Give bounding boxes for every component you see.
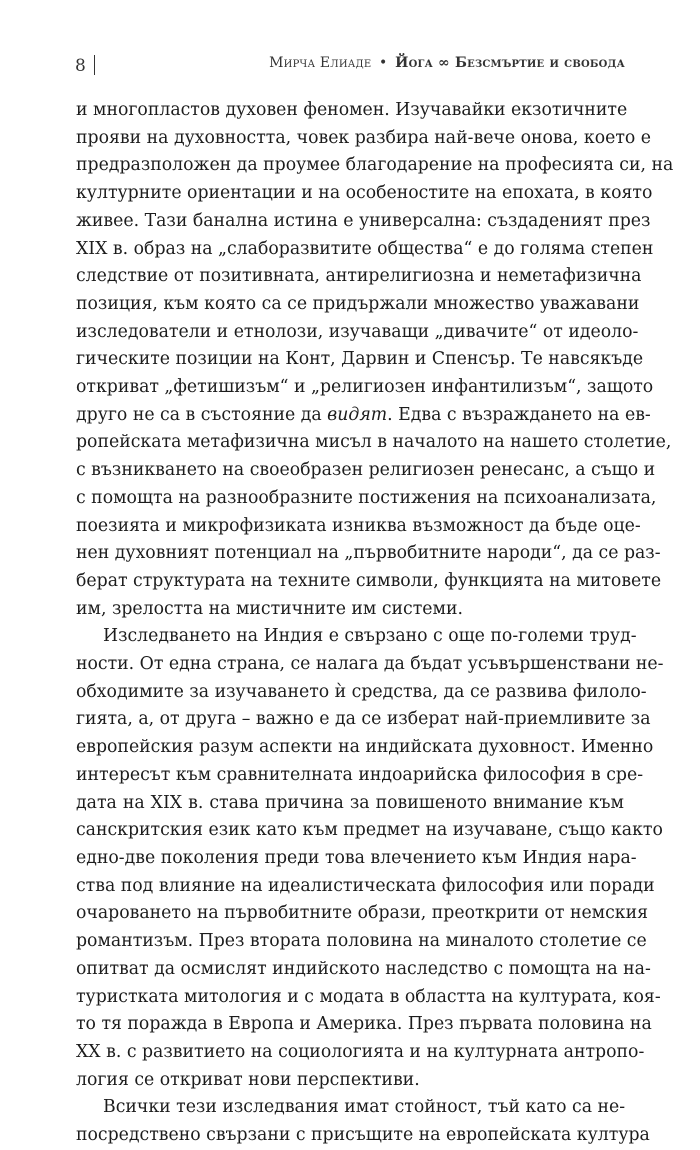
text-line: туристката митология и с модата в областта на културата, коя-	[76, 986, 661, 1007]
text-line: позиция, към която са се придържали множество уважавани	[76, 293, 640, 314]
text-line: гическите позиции на Конт, Дарвин и Спенсър. Те навсякъде	[76, 349, 644, 370]
running-header	[75, 55, 625, 83]
text-line: берат структурата на техните символи, функцията на митовете	[76, 570, 662, 591]
text-line: Изследването на Индия е свързано с още по-големи труд-	[103, 626, 637, 647]
text-line: поезията и микрофизиката изниква възможност да бъде оце-	[76, 515, 641, 536]
text-line: очароването на първобитните образи, преоткрити от немския	[76, 903, 649, 924]
header-bullet: •	[379, 55, 388, 71]
text-line: изследователи и етнолози, изучаващи „дивачите“ от идеоло-	[76, 321, 639, 342]
text-line: XIX в. образ на „слаборазвитите общества“ е до голяма степен	[76, 238, 654, 259]
text-line: с възникването на своеобразен религиозен ренесанс, а също и	[76, 460, 656, 481]
text-line: санскритския език като към предмет на изучаване, също както	[76, 820, 663, 841]
text-line: европейския разум аспекти на индийската духовност. Именно	[76, 737, 654, 758]
text-line: гията, а, от друга – важно е да се изберат най-приемливите за	[76, 709, 651, 730]
text-line: и многопластов духовен феномен. Изучавайки екзотичните	[76, 100, 628, 120]
text-line: културните ориентации и на особеностите на епохата, в която	[76, 183, 653, 204]
body-text	[76, 97, 674, 1150]
running-title	[269, 55, 625, 71]
header-book-title: Йога ∞ Безсмъртие и свобода	[395, 55, 625, 71]
header-divider	[94, 55, 95, 75]
text-line: ропейската метафизична мисъл в началото на нашето столетие,	[76, 432, 672, 453]
text-line: прояви на духовността, човек разбира най-вече онова, което е	[76, 127, 652, 148]
text-line: дата на XIX в. става причина за повишеното внимание към	[76, 792, 624, 813]
text-line: откриват „фетишизъм“ и „религиозен инфантилизъм“, защото	[76, 377, 654, 398]
paragraph	[76, 623, 664, 1094]
text-line: Всички тези изследвания имат стойност, тъй като са не-	[103, 1097, 626, 1118]
text-line: с помощта на разнообразните постижения на психоанализата,	[76, 487, 657, 508]
page-number-text: 8	[75, 56, 86, 76]
paragraph	[76, 1094, 650, 1149]
paragraph	[76, 97, 674, 623]
text-line: следствие от позитивната, антирелигиозна и неметафизична	[76, 266, 642, 287]
text-line: XX в. с развитието на социологията и на културната антропо-	[76, 1041, 645, 1062]
text-line: интересът към сравнителната индоарийска философия в сре-	[76, 764, 644, 785]
text-line: то тя поражда в Европа и Америка. През първата половина на	[76, 1014, 652, 1035]
text-line: посредствено свързани с присъщите на европейската култура	[76, 1125, 650, 1146]
text-line: друго не са в състояние да видят. Едва с възраждането на ев-	[76, 404, 651, 425]
text-line: обходимите за изучаването ѝ средства, да се развива филоло-	[76, 681, 647, 702]
text-line: логия се откриват нови перспективи.	[76, 1069, 420, 1090]
page-number	[75, 55, 95, 76]
text-line: опитват да осмислят индийското наследство с помощта на на-	[76, 958, 651, 979]
text-line: романтизъм. През втората половина на миналото столетие се	[76, 931, 647, 952]
text-line: нен духовният потенциал на „първобитните народи“, да се раз-	[76, 543, 661, 564]
text-line: ства под влияние на идеалистическата философия или поради	[76, 875, 655, 896]
text-line: предразположен да проумее благодарение на професията си, на	[76, 155, 674, 176]
header-author: Мирча Елиаде	[269, 55, 372, 71]
text-line: едно-две поколения преди това влечението към Индия нара-	[76, 847, 637, 868]
text-line: им, зрелостта на мистичните им системи.	[76, 598, 463, 619]
text-line: живее. Тази банална истина е универсална: създаденият през	[76, 210, 651, 231]
text-line: ности. От една страна, се налага да бъдат усъвършенствани не-	[76, 654, 664, 675]
